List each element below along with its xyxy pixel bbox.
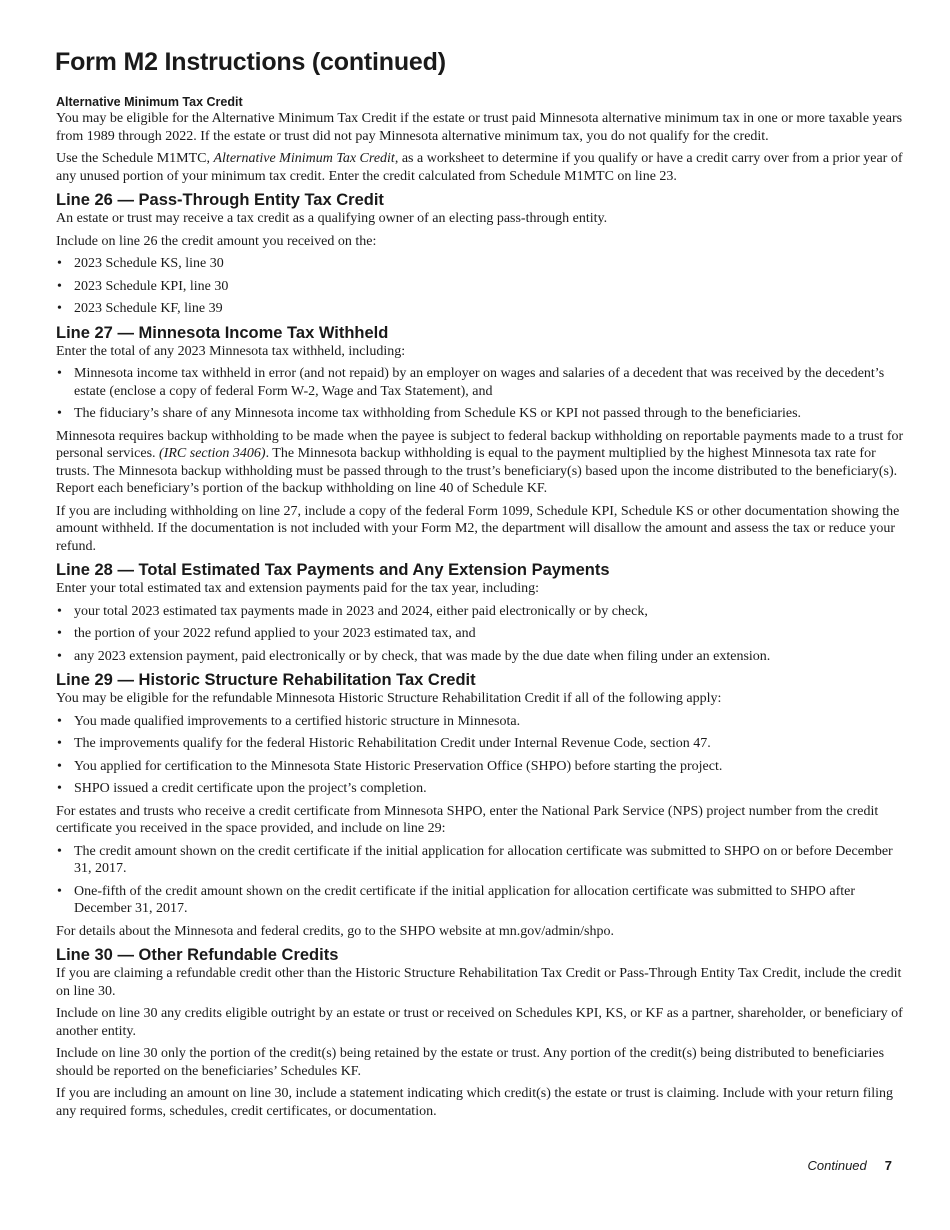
list-item: • Minnesota income tax withheld in error (and not repaid) by an employer on wages and salaries of a decedent that was received by the decedent’s estate (enclose a copy of federal Form W-2, Wage and Tax Statement), and (56, 365, 906, 400)
page-number: 7 (884, 1158, 892, 1173)
line-30-paragraph-1: If you are claiming a refundable credit other than the Historic Structure Rehabilitation Tax Credit or Pass-Through Entity Tax Credit, include the credit on line 30. (56, 966, 902, 999)
list-item: • The fiduciary’s share of any Minnesota income tax withholding from Schedule KS or KPI not passed through to the beneficiaries. (56, 405, 906, 423)
line-27-paragraph-3: If you are including withholding on line 27, include a copy of the federal Form 1099, Schedule KPI, Schedule KS or other documentation showing the amount withheld. If the documentation is not included with your Form M2, the department will disallow the amount and assess the tax or reduce your refund. (56, 503, 900, 554)
list-item: • The improvements qualify for the federal Historic Rehabilitation Credit under Internal Revenue Code, section 47. (56, 735, 906, 753)
section-amt-credit (56, 94, 906, 185)
line-27-heading: Line 27 — Minnesota Income Tax Withheld (56, 323, 389, 342)
amt-p2-text-b: , as a worksheet to determine if you qualify or have a credit carry over from a prior year of any unused portion of your minimum tax credit. Enter the credit calculated from Schedule M1MTC on line 23. (56, 151, 903, 184)
amt-paragraph-2 (56, 150, 906, 185)
list-item: • your total 2023 estimated tax payments made in 2023 and 2024, either paid electronically or by check, (56, 603, 906, 621)
list-item: • 2023 Schedule KF, line 39 (56, 300, 906, 318)
list-item: • One-fifth of the credit amount shown on the credit certificate if the initial application for allocation certificate was submitted to SHPO after December 31, 2017. (56, 883, 906, 918)
line-27-paragraph-2 (56, 428, 906, 498)
line-29-paragraph-3: For details about the Minnesota and federal credits, go to the SHPO website at mn.gov/admin/shpo. (56, 923, 614, 939)
line-26-list (56, 255, 906, 318)
list-item: • SHPO issued a credit certificate upon the project’s completion. (56, 780, 906, 798)
section-line-27 (56, 323, 906, 556)
line-27-p2-text-b: . The Minnesota backup withholding is equal to the payment multiplied by the highest Minnesota tax rate for trusts. The Minnesota backup withholding must be passed through to the trust’s beneficiary(s) based upon the income distributed to the beneficiary(s). Report each beneficiary’s portion of the backup withholding on line 40 of Schedule KF. (56, 446, 898, 496)
line-27-paragraph-1: Enter the total of any 2023 Minnesota tax withheld, including: (56, 343, 406, 359)
line-30-paragraph-4: If you are including an amount on line 30, include a statement indicating which credit(s) the estate or trust is claiming. Include with your return filing any required forms, schedules, credit certificates, or documentation. (56, 1086, 894, 1119)
page-footer (807, 1158, 892, 1173)
line-29-paragraph-1: You may be eligible for the refundable Minnesota Historic Structure Rehabilitation Credit if all of the following apply: (56, 691, 722, 706)
line-26-heading: Line 26 — Pass-Through Entity Tax Credit (56, 191, 384, 209)
section-line-30 (56, 945, 906, 1120)
list-item: • any 2023 extension payment, paid electronically or by check, that was made by the due date when filing under an extension. (56, 648, 906, 666)
line-30-paragraph-3: Include on line 30 only the portion of the credit(s) being retained by the estate or trust. Any portion of the credit(s) being distributed to beneficiaries should be reported on the beneficiaries’ Schedules KF. (56, 1046, 885, 1079)
line-29-heading: Line 29 — Historic Structure Rehabilitation Tax Credit (56, 671, 476, 689)
line-26-paragraph-1: An estate or trust may receive a tax credit as a qualifying owner of an electing pass-through entity. (56, 211, 608, 226)
list-item: • The credit amount shown on the credit certificate if the initial application for allocation certificate was submitted to SHPO on or before December 31, 2017. (56, 843, 906, 878)
amt-heading: Alternative Minimum Tax Credit (56, 95, 243, 109)
line-29-paragraph-2: For estates and trusts who receive a credit certificate from Minnesota SHPO, enter the National Park Service (NPS) project number from the credit certificate you received in the space provided, and include on line 29: (56, 803, 879, 836)
amt-p2-italic: Alternative Minimum Tax Credit (213, 151, 395, 166)
list-item: • You applied for certification to the Minnesota State Historic Preservation Office (SHPO) before starting the project. (56, 758, 906, 776)
list-item: • You made qualified improvements to a certified historic structure in Minnesota. (56, 713, 906, 731)
content (56, 94, 906, 1125)
continued-label: Continued (807, 1158, 867, 1173)
line-28-paragraph-1: Enter your total estimated tax and extension payments paid for the tax year, including: (56, 581, 540, 596)
line-27-p2-text-a: Minnesota requires backup withholding to be made when the payee is subject to federal backup withholding on reportable payments made to a trust for personal services. (56, 428, 904, 461)
page-title: Form M2 Instructions (continued) (55, 48, 446, 76)
line-30-paragraph-2: Include on line 30 any credits eligible outright by an estate or trust or received on Schedules KPI, KS, or KF as a partner, shareholder, or beneficiary of another entity. (56, 1006, 903, 1039)
line-29-list (56, 713, 906, 798)
section-line-28 (56, 560, 906, 665)
list-item: • the portion of your 2022 refund applied to your 2023 estimated tax, and (56, 625, 906, 643)
line-26-paragraph-2: Include on line 26 the credit amount you received on the: (56, 233, 377, 249)
list-item: • 2023 Schedule KS, line 30 (56, 255, 906, 273)
line-27-p2-italic: (IRC section 3406) (159, 446, 266, 461)
amt-p2-text-a: Use the Schedule M1MTC, (56, 151, 214, 166)
list-item: • 2023 Schedule KPI, line 30 (56, 278, 906, 296)
line-30-heading: Line 30 — Other Refundable Credits (56, 946, 339, 964)
line-29-list-2 (56, 843, 906, 918)
line-28-heading: Line 28 — Total Estimated Tax Payments and Any Extension Payments (56, 561, 610, 579)
line-27-list (56, 365, 906, 423)
section-line-29 (56, 670, 906, 940)
section-line-26 (56, 190, 906, 318)
line-28-list (56, 603, 906, 666)
amt-paragraph-1: You may be eligible for the Alternative Minimum Tax Credit if the estate or trust paid Minnesota alternative minimum tax in one or more taxable years from 1989 through 2022. If the estate or trust did not pay Minnesota alternative minimum tax, you do not qualify for the credit. (56, 111, 903, 144)
